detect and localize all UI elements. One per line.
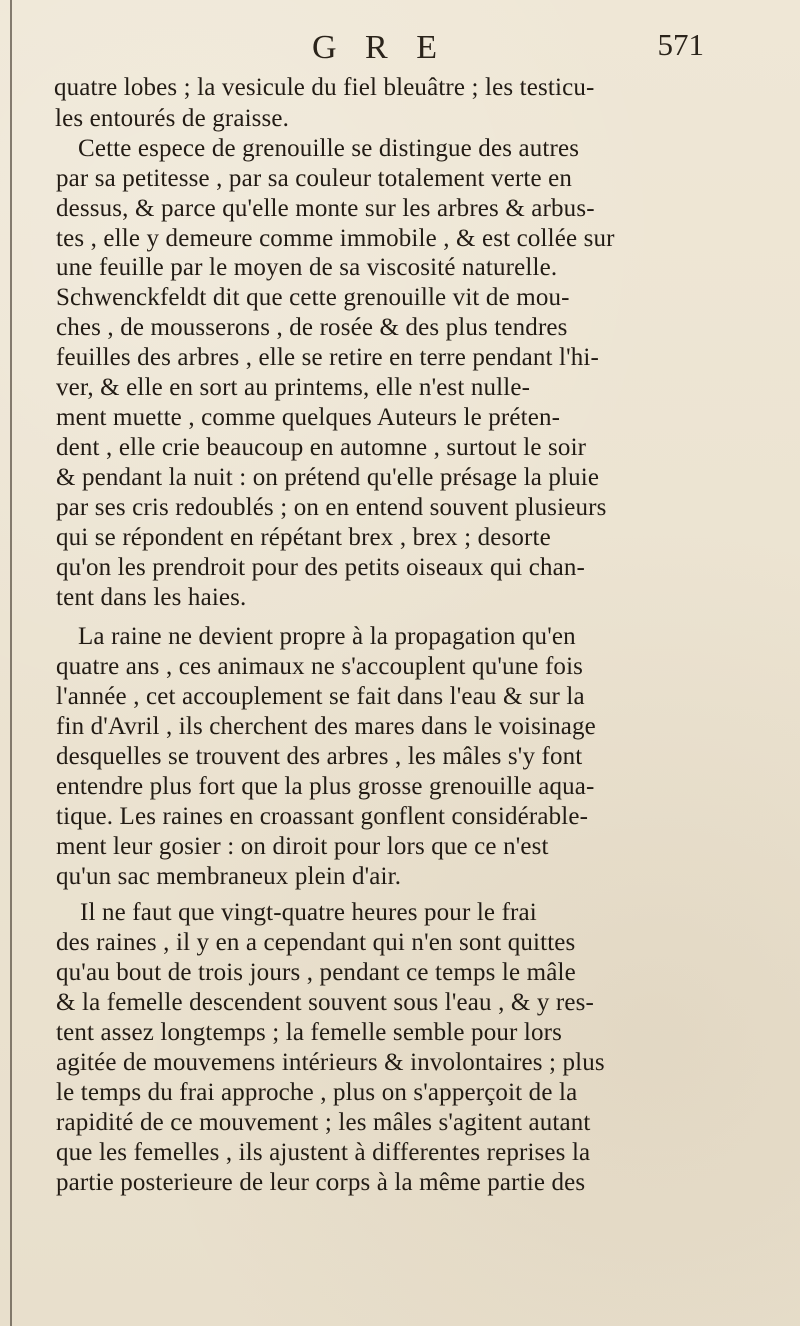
text-line: Cette espece de grenouille se distingue des autres — [78, 135, 580, 162]
text-line: ver, & elle en sort au printems, elle n'est nulle- — [56, 374, 531, 401]
page-number: 571 — [657, 27, 704, 62]
text-line: & la femelle descendent souvent sous l'eau , & y res- — [56, 989, 594, 1016]
page-edge-line — [10, 0, 12, 1326]
text-line: partie posterieure de leur corps à la même partie des — [56, 1169, 586, 1196]
text-line: le temps du frai approche , plus on s'apperçoit de la — [56, 1079, 578, 1106]
text-line: tique. Les raines en croassant gonflent considérable- — [56, 803, 589, 830]
text-line: qu'un sac membraneux plein d'air. — [56, 863, 402, 890]
text-line: dent , elle crie beaucoup en automne , surtout le soir — [56, 434, 587, 461]
running-head: G R E — [312, 29, 447, 66]
text-line: entendre plus fort que la plus grosse grenouille aqua- — [56, 773, 595, 800]
text-line: Il ne faut que vingt-quatre heures pour le frai — [80, 899, 537, 926]
text-line: desquelles se trouvent des arbres , les mâles s'y font — [56, 743, 583, 770]
text-line: qu'au bout de trois jours , pendant ce temps le mâle — [56, 959, 576, 986]
text-line: ment muette , comme quelques Auteurs le préten- — [56, 404, 561, 431]
text-line: & pendant la nuit : on prétend qu'elle présage la pluie — [56, 464, 600, 491]
text-line: Schwenckfeldt dit que cette grenouille vit de mou- — [56, 284, 570, 311]
text-line: fin d'Avril , ils cherchent des mares dans le voisinage — [56, 713, 596, 740]
text-line: qui se répondent en répétant brex , brex ; desorte — [56, 524, 551, 551]
text-line: dessus, & parce qu'elle monte sur les arbres & arbus- — [56, 195, 595, 222]
text-line: ches , de mousserons , de rosée & des plus tendres — [56, 314, 568, 341]
text-line: par ses cris redoublés ; on en entend souvent plusieurs — [56, 494, 607, 521]
text-line: une feuille par le moyen de sa viscosité naturelle. — [56, 254, 558, 281]
text-line: qu'on les prendroit pour des petits oiseaux qui chan- — [56, 554, 586, 581]
text-line: par sa petitesse , par sa couleur totalement verte en — [56, 165, 573, 192]
text-line: quatre ans , ces animaux ne s'accouplent qu'une fois — [56, 653, 584, 680]
text-line: que les femelles , ils ajustent à differentes reprises la — [56, 1139, 591, 1166]
text-line: des raines , il y en a cependant qui n'en sont quittes — [56, 929, 576, 956]
text-line: tent dans les haies. — [56, 584, 247, 611]
text-line: les entourés de graisse. — [55, 105, 290, 132]
text-line: tent assez longtemps ; la femelle semble pour lors — [56, 1019, 562, 1046]
text-line: ment leur gosier : on diroit pour lors que ce n'est — [56, 833, 549, 860]
text-line: La raine ne devient propre à la propagation qu'en — [78, 623, 576, 650]
text-line: quatre lobes ; la vesicule du fiel bleuâtre ; les testicu- — [54, 74, 595, 101]
text-line: agitée de mouvemens intérieurs & involontaires ; plus — [56, 1049, 605, 1076]
text-line: feuilles des arbres , elle se retire en terre pendant l'hi- — [56, 344, 599, 371]
text-line: tes , elle y demeure comme immobile , & est collée sur — [56, 225, 615, 252]
text-line: l'année , cet accouplement se fait dans l'eau & sur la — [56, 683, 585, 710]
text-line: rapidité de ce mouvement ; les mâles s'agitent autant — [56, 1109, 591, 1136]
